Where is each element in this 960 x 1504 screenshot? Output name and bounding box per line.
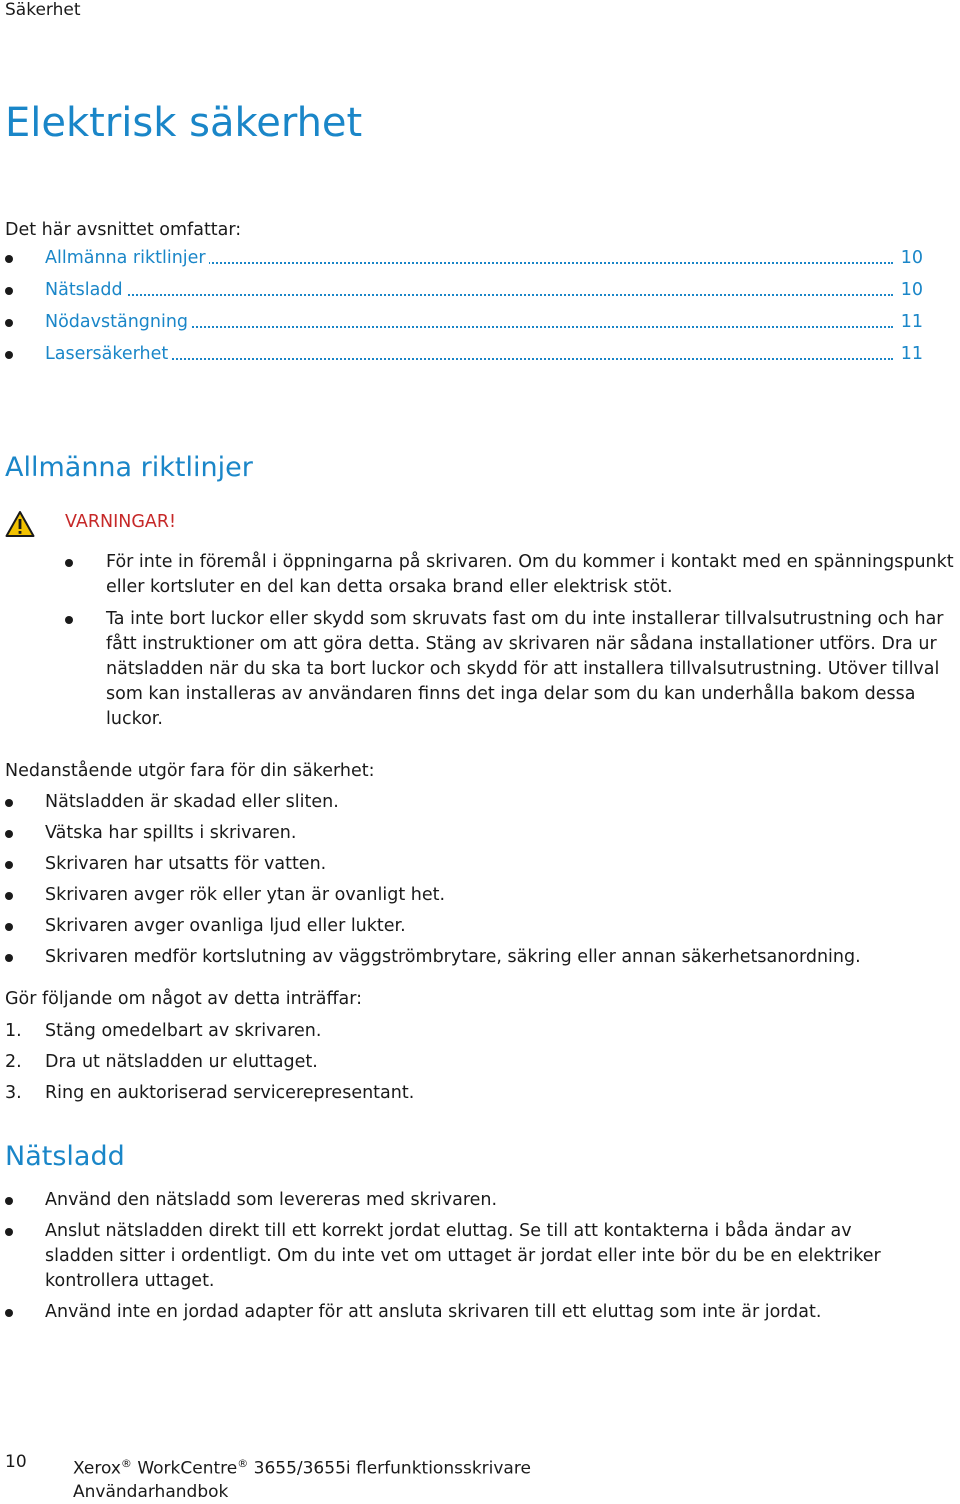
footer-doc-type: Användarhandbok bbox=[73, 1481, 229, 1502]
warning-triangle-icon bbox=[5, 510, 35, 538]
hazard-text: Skrivaren har utsatts för vatten. bbox=[45, 854, 327, 874]
warning-item bbox=[65, 607, 955, 732]
toc-link[interactable]: Nödavstängning bbox=[45, 312, 191, 332]
power-cord-text: Använd inte en jordad adapter för att ansluta skrivaren till ett eluttag som inte är jordat. bbox=[45, 1302, 822, 1322]
toc-leader bbox=[45, 358, 893, 360]
step-number: 2. bbox=[5, 1052, 22, 1072]
footer-product-name: WorkCentre bbox=[137, 1458, 238, 1479]
step-text: Ring en auktoriserad servicerepresentant. bbox=[45, 1083, 415, 1103]
footer-brand: Xerox bbox=[73, 1458, 121, 1479]
bullet-icon bbox=[5, 923, 13, 931]
bullet-icon bbox=[5, 255, 13, 263]
toc-link[interactable]: Lasersäkerhet bbox=[45, 344, 171, 364]
hazard-item bbox=[5, 914, 955, 939]
toc-item-lasersakerhet[interactable] bbox=[5, 344, 923, 376]
registered-mark: ® bbox=[237, 1457, 249, 1470]
hazard-item bbox=[5, 821, 955, 846]
toc-page-number: 10 bbox=[898, 248, 923, 268]
steps-intro: Gör följande om något av detta inträffar: bbox=[5, 989, 363, 1009]
hazard-item bbox=[5, 790, 955, 815]
bullet-icon bbox=[5, 1197, 13, 1205]
hazard-item bbox=[5, 945, 955, 970]
section-heading-natsladd: Nätsladd bbox=[5, 1141, 125, 1172]
warning-item bbox=[65, 550, 955, 600]
bullet-icon bbox=[65, 616, 73, 624]
step-number: 3. bbox=[5, 1083, 22, 1103]
step-text: Stäng omedelbart av skrivaren. bbox=[45, 1021, 322, 1041]
bullet-icon bbox=[5, 1309, 13, 1317]
warning-title: VARNINGAR! bbox=[65, 512, 177, 532]
bullet-icon bbox=[5, 1228, 13, 1236]
toc-item-allmanna-riktlinjer[interactable] bbox=[5, 248, 923, 280]
page-title: Elektrisk säkerhet bbox=[5, 100, 363, 146]
step-item bbox=[5, 1050, 318, 1075]
hazard-text: Skrivaren medför kortslutning av väggströmbrytare, säkring eller annan säkerhetsanordning. bbox=[45, 947, 861, 967]
hazards-intro: Nedanstående utgör fara för din säkerhet: bbox=[5, 761, 375, 781]
toc-item-nodavstangning[interactable] bbox=[5, 312, 923, 344]
power-cord-text: Använd den nätsladd som levereras med skrivaren. bbox=[45, 1190, 498, 1210]
bullet-icon bbox=[5, 954, 13, 962]
toc-page-number: 10 bbox=[898, 280, 923, 300]
step-text: Dra ut nätsladden ur eluttaget. bbox=[45, 1052, 318, 1072]
hazard-text: Nätsladden är skadad eller sliten. bbox=[45, 792, 339, 812]
bullet-icon bbox=[5, 319, 13, 327]
hazard-text: Skrivaren avger ovanliga ljud eller lukter. bbox=[45, 916, 406, 936]
power-cord-item bbox=[5, 1300, 955, 1325]
bullet-icon bbox=[5, 830, 13, 838]
step-item bbox=[5, 1081, 414, 1106]
footer-model: 3655/3655i flerfunktionsskrivare bbox=[253, 1458, 531, 1479]
toc-link[interactable]: Allmänna riktlinjer bbox=[45, 248, 209, 268]
hazard-item bbox=[5, 883, 955, 908]
bullet-icon bbox=[5, 351, 13, 359]
bullet-icon bbox=[5, 892, 13, 900]
toc-item-natsladd[interactable] bbox=[5, 280, 923, 312]
toc-page-number: 11 bbox=[898, 344, 923, 364]
toc-intro: Det här avsnittet omfattar: bbox=[5, 220, 242, 240]
hazard-text: Vätska har spillts i skrivaren. bbox=[45, 823, 297, 843]
warning-text: För inte in föremål i öppningarna på skrivaren. Om du kommer i kontakt med en spänningspunkt eller kortsluter en del kan detta orsaka brand eller elektrisk stöt. bbox=[106, 552, 954, 597]
section-heading-allmanna-riktlinjer: Allmänna riktlinjer bbox=[5, 452, 253, 483]
toc-page-number: 11 bbox=[898, 312, 923, 332]
bullet-icon bbox=[5, 799, 13, 807]
bullet-icon bbox=[5, 287, 13, 295]
step-number: 1. bbox=[5, 1021, 22, 1041]
power-cord-item bbox=[5, 1188, 955, 1213]
hazard-text: Skrivaren avger rök eller ytan är ovanligt het. bbox=[45, 885, 446, 905]
power-cord-item bbox=[5, 1219, 885, 1294]
hazard-item bbox=[5, 852, 955, 877]
bullet-icon bbox=[65, 559, 73, 567]
footer-product bbox=[73, 1452, 531, 1504]
toc-link[interactable]: Nätsladd bbox=[45, 280, 126, 300]
running-header: Säkerhet bbox=[5, 0, 81, 20]
power-cord-text: Anslut nätsladden direkt till ett korrekt jordat eluttag. Se till att kontakterna i båda ändar av sladden sitter i ordentligt. Om du inte vet om uttaget är jordat eller inte bör du be en elektriker kontrollera uttaget. bbox=[45, 1221, 881, 1291]
warning-text: Ta inte bort luckor eller skydd som skruvats fast om du inte installerar tillvalsutrustning och har fått instruktioner om att göra detta. Stäng av skrivaren när sådana installationer utförs. Dra ur nätsladden när du ska ta bort luckor och skydd för att installera tillvalsutrustning. Utöver tillval som kan installeras av användaren finns det inga delar som du kan underhålla bakom dessa luckor. bbox=[106, 609, 944, 729]
step-item bbox=[5, 1019, 321, 1044]
toc-leader bbox=[45, 294, 893, 296]
footer-page-number: 10 bbox=[5, 1452, 27, 1472]
registered-mark: ® bbox=[120, 1457, 132, 1470]
bullet-icon bbox=[5, 861, 13, 869]
